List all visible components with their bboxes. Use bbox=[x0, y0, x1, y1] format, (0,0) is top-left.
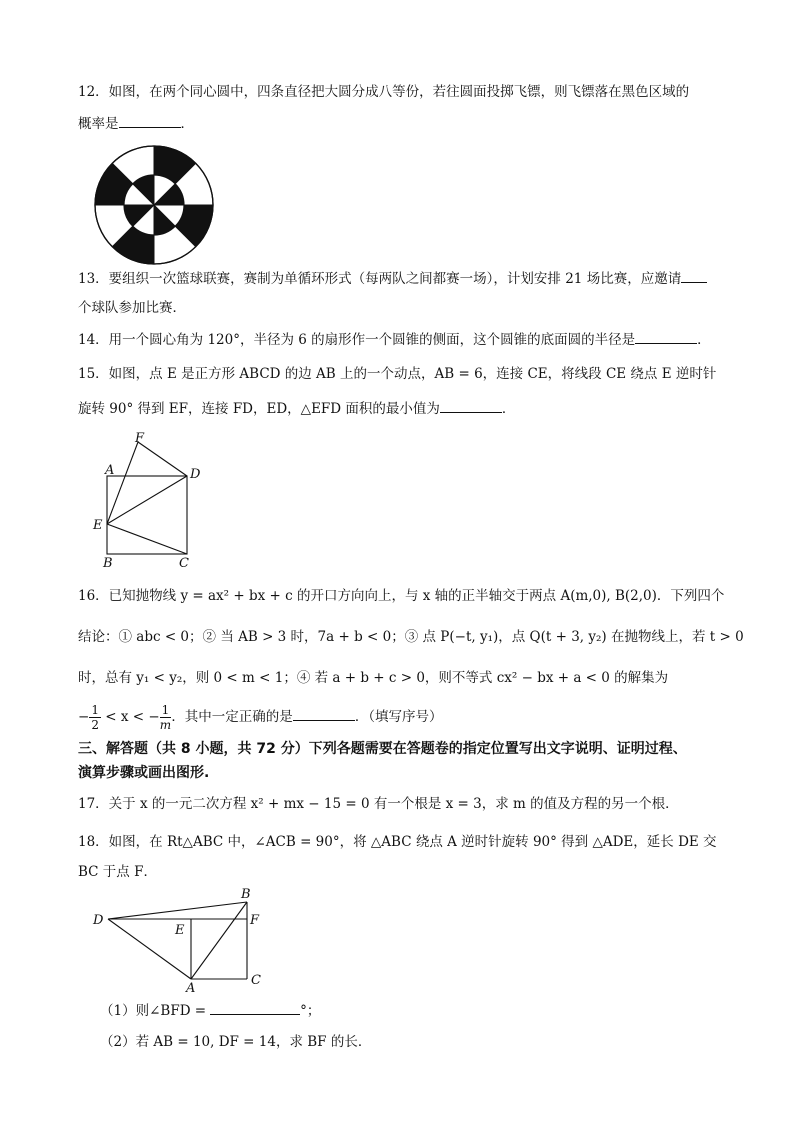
q14-post: ． bbox=[697, 332, 711, 348]
q16-frac-half: $\frac{1}{2}$ bbox=[91, 703, 99, 732]
label-c: C bbox=[179, 556, 189, 570]
label-d: D bbox=[93, 913, 104, 928]
q16-line2: 结论：① abc < 0；② 当 AB > 3 时，7a + b < 0；③ 点 P(−t, y₁)，点 Q(t + 3, y₂) 在抛物线上，若 t > 0 bbox=[78, 629, 744, 645]
q18-sub1 bbox=[100, 1000, 320, 1021]
q16-line4 bbox=[78, 702, 443, 732]
triangle-figure bbox=[90, 882, 270, 994]
q15-answer-blank[interactable] bbox=[440, 398, 502, 413]
q12-line2 bbox=[78, 113, 194, 134]
q16-mid: < x < − bbox=[105, 709, 160, 725]
q16-minus: − bbox=[78, 709, 90, 725]
q18-sub2: （2）若 AB = 10, DF = 14，求 BF 的长． bbox=[100, 1034, 372, 1050]
segment-db bbox=[108, 902, 247, 919]
section3-heading-line2: 演算步骤或画出图形. bbox=[78, 765, 210, 781]
label-f: F bbox=[250, 913, 260, 928]
q16-line1: 16．已知抛物线 y = ax² + bx + c 的开口方向向上，与 x 轴的正半轴交于两点 A(m,0), B(2,0)．下列四个 bbox=[78, 588, 725, 604]
label-b: B bbox=[103, 556, 113, 570]
q16-frac-m: $\frac{1}{m}$ bbox=[159, 703, 172, 732]
q14-answer-blank[interactable] bbox=[635, 329, 697, 344]
q15-line2 bbox=[78, 398, 515, 419]
q15-line1: 15．如图，点 E 是正方形 ABCD 的边 AB 上的一个动点，AB = 6，连接 CE，将线段 CE 绕点 E 逆时针 bbox=[78, 366, 717, 382]
dartboard-figure bbox=[92, 143, 216, 267]
segment-ab bbox=[191, 902, 247, 979]
section3-heading-line1: 三、解答题（共 8 小题，共 72 分）下列各题需要在答题卷的指定位置写出文字说明、证明过程、 bbox=[78, 741, 687, 757]
q15-text: 旋转 90° 得到 EF，连接 FD，ED，△EFD 面积的最小值为 bbox=[78, 401, 440, 417]
q16-end: ．（填写序号） bbox=[354, 709, 443, 725]
label-c: C bbox=[251, 973, 261, 988]
q17-line: 17．关于 x 的一元二次方程 x² + mx − 15 = 0 有一个根是 x = 3，求 m 的值及方程的另一个根． bbox=[78, 796, 679, 812]
q13-line2: 个球队参加比赛． bbox=[78, 300, 186, 316]
label-a: A bbox=[105, 463, 115, 478]
q16-answer-blank[interactable] bbox=[293, 706, 355, 721]
q12-line2-post: ． bbox=[180, 116, 194, 132]
label-e: E bbox=[175, 923, 185, 938]
q14-line bbox=[78, 329, 711, 350]
q12-line1: 12．如图，在两个同心圆中，四条直径把大圆分成八等份，若往圆面投掷飞镖，则飞镖落在黑色区域的 bbox=[78, 84, 690, 100]
label-f: F bbox=[135, 431, 145, 446]
square-figure bbox=[88, 430, 218, 570]
label-b: B bbox=[241, 887, 251, 902]
q15-post: ． bbox=[501, 401, 516, 417]
q16-post: ．其中一定正确的是 bbox=[171, 709, 293, 725]
segment-ed bbox=[107, 476, 187, 524]
q18-line2: BC 于点 F． bbox=[78, 864, 157, 880]
label-a: A bbox=[186, 981, 196, 994]
q18-sub1-text: （1）则∠BFD = bbox=[100, 1003, 207, 1019]
q16-line3: 时，总有 y₁ < y₂，则 0 < m < 1；④ 若 a + b + c > 0，则不等式 cx² − bx + a < 0 的解集为 bbox=[78, 670, 669, 686]
q12-line2-pre: 概率是 bbox=[78, 116, 119, 132]
q13-answer-blank[interactable] bbox=[681, 268, 707, 283]
label-e: E bbox=[93, 518, 103, 533]
segment-fd bbox=[138, 442, 187, 476]
q18-sub1-post: °； bbox=[300, 1003, 321, 1019]
q18-sub1-answer-blank[interactable] bbox=[210, 1000, 300, 1015]
segment-ef bbox=[107, 442, 138, 524]
segment-ec bbox=[107, 524, 187, 554]
q13-line1 bbox=[78, 268, 707, 289]
label-d: D bbox=[190, 467, 201, 482]
q13-text: 13．要组织一次篮球联赛，赛制为单循环形式（每两队之间都赛一场），计划安排 21 场比赛，应邀请 bbox=[78, 271, 682, 287]
q14-text: 14．用一个圆心角为 120°，半径为 6 的扇形作一个圆锥的侧面，这个圆锥的底面圆的半径是 bbox=[78, 332, 636, 348]
q18-line1: 18．如图，在 Rt△ABC 中，∠ACB = 90°，将 △ABC 绕点 A 逆时针旋转 90° 得到 △ADE，延长 DE 交 bbox=[78, 834, 717, 850]
q12-answer-blank[interactable] bbox=[119, 113, 181, 128]
